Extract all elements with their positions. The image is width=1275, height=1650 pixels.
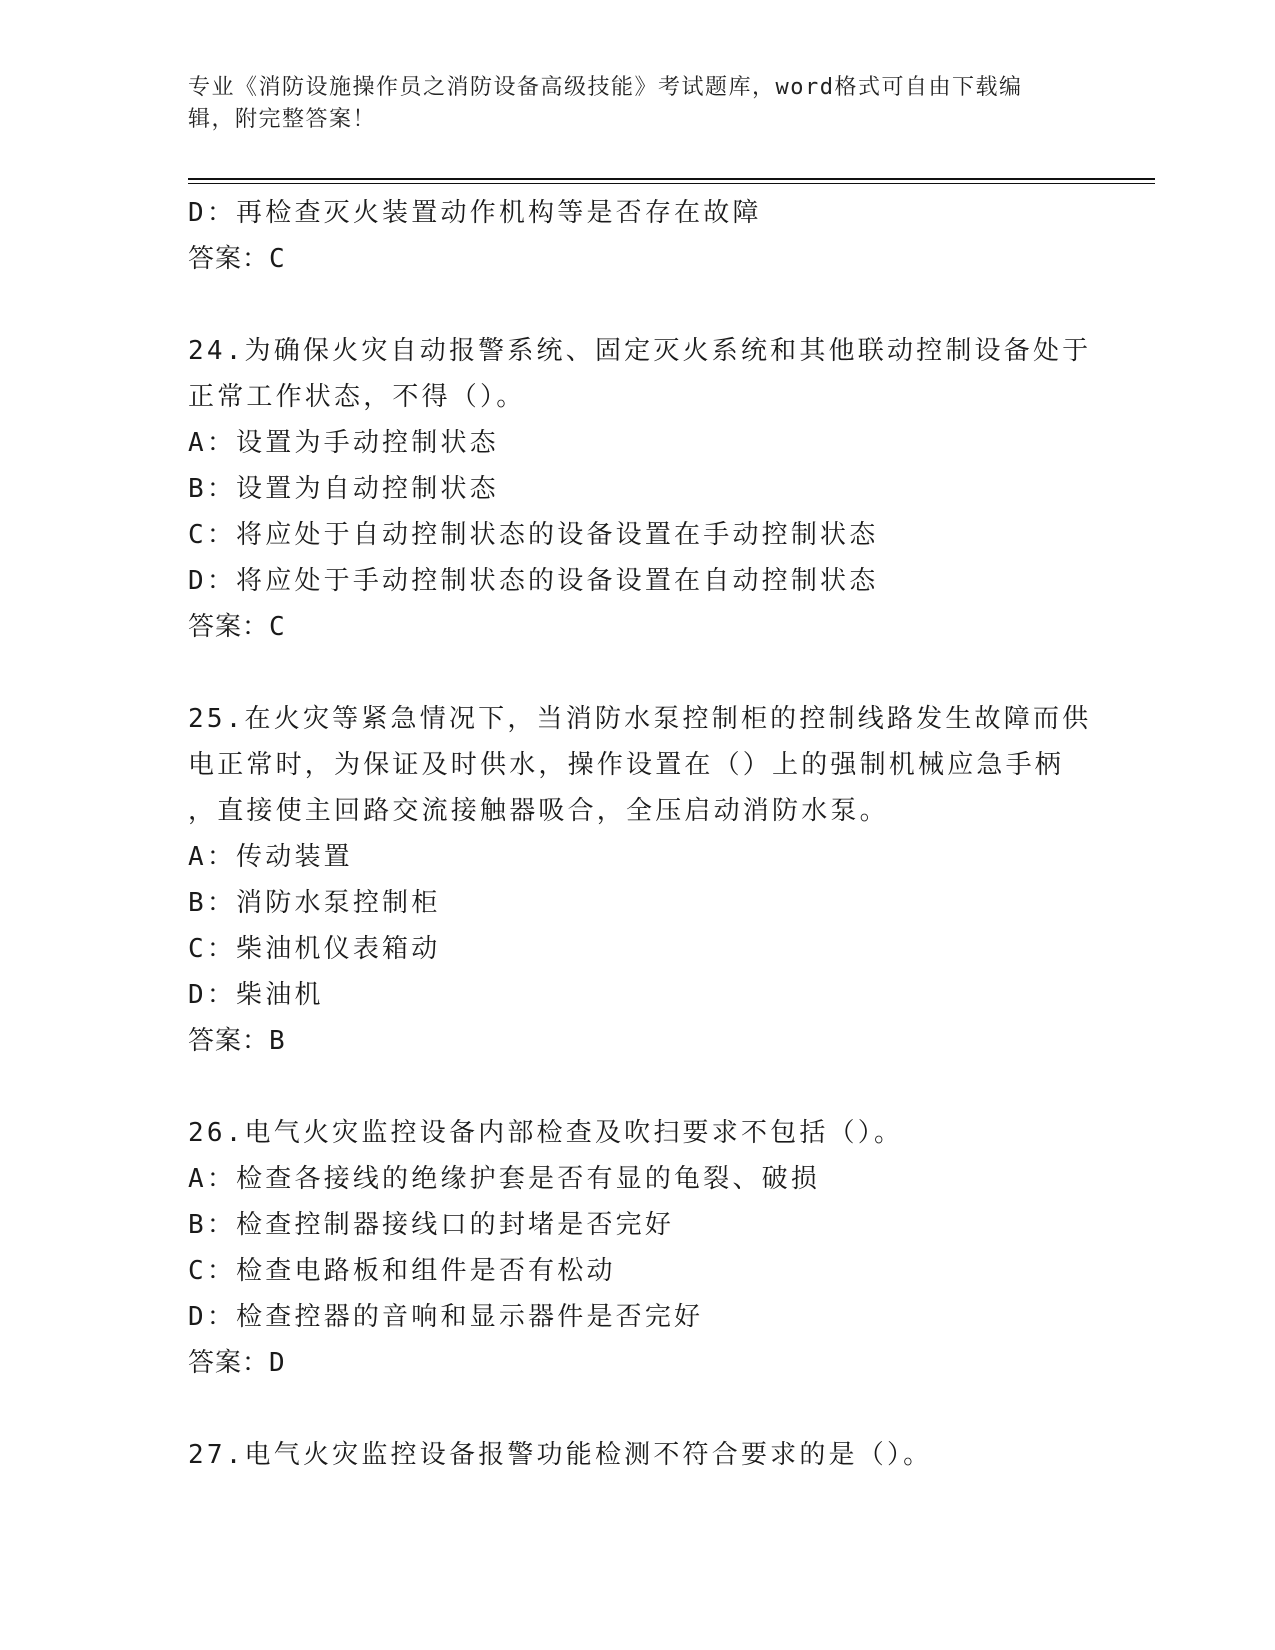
option-b: B：消防水泵控制柜 xyxy=(188,888,441,918)
option-c: C：柴油机仪表箱动 xyxy=(188,934,441,964)
answer-line xyxy=(188,1340,1088,1386)
answer-value: C xyxy=(269,612,286,642)
header-divider-thin xyxy=(188,183,1155,184)
answer-label: 答案： xyxy=(188,612,270,642)
answer-value: D xyxy=(269,1348,286,1378)
spacer xyxy=(188,650,1088,696)
answer-value: C xyxy=(269,244,286,274)
answer-label: 答案： xyxy=(188,1026,270,1056)
question-stem-line: 27.电气火灾监控设备报警功能检测不符合要求的是（）。 xyxy=(188,1440,933,1470)
option-c: C：检查电路板和组件是否有松动 xyxy=(188,1256,616,1286)
question-stem-line: 26.电气火灾监控设备内部检查及吹扫要求不包括（）。 xyxy=(188,1118,904,1148)
answer-line xyxy=(188,1018,1088,1064)
question-stem-line: 24.为确保火灾自动报警系统、固定灭火系统和其他联动控制设备处于 xyxy=(188,336,1092,366)
spacer xyxy=(188,1386,1088,1432)
option-c: C：将应处于自动控制状态的设备设置在手动控制状态 xyxy=(188,520,879,550)
option-a: A：检查各接线的绝缘护套是否有显的龟裂、破损 xyxy=(188,1164,821,1194)
answer-label: 答案： xyxy=(188,244,270,274)
option-d: D：再检查灭火装置动作机构等是否存在故障 xyxy=(188,198,762,228)
spacer xyxy=(188,282,1088,328)
option-d: D：检查控器的音响和显示器件是否完好 xyxy=(188,1302,704,1332)
answer-line xyxy=(188,236,1088,282)
option-a: A：传动装置 xyxy=(188,842,353,872)
question-stem-line: ，直接使主回路交流接触器吸合，全压启动消防水泵。 xyxy=(188,796,889,826)
question-content xyxy=(188,190,1092,1478)
question-26 xyxy=(188,1110,1088,1386)
option-d: D：将应处于手动控制状态的设备设置在自动控制状态 xyxy=(188,566,879,596)
answer-label: 答案： xyxy=(188,1348,270,1378)
header-line-2: 辑，附完整答案！ xyxy=(188,107,377,132)
question-25 xyxy=(188,696,1092,1064)
answer-value: B xyxy=(269,1026,286,1056)
option-d: D：柴油机 xyxy=(188,980,324,1010)
header-line-1: 专业《消防设施操作员之消防设备高级技能》考试题库，word格式可自由下载编 xyxy=(188,75,1023,100)
question-24 xyxy=(188,328,1092,650)
document-header xyxy=(188,72,1088,136)
header-divider-thick xyxy=(188,178,1155,180)
question-stem-line: 电正常时，为保证及时供水，操作设置在（）上的强制机械应急手柄 xyxy=(188,750,1065,780)
option-b: B：设置为自动控制状态 xyxy=(188,474,499,504)
question-stem-line: 正常工作状态，不得（）。 xyxy=(188,382,526,412)
question-27 xyxy=(188,1432,1088,1478)
option-b: B：检查控制器接线口的封堵是否完好 xyxy=(188,1210,675,1240)
question-23-tail xyxy=(188,190,1088,282)
question-stem-line: 25.在火灾等紧急情况下，当消防水泵控制柜的控制线路发生故障而供 xyxy=(188,704,1092,734)
option-a: A：设置为手动控制状态 xyxy=(188,428,499,458)
answer-line xyxy=(188,604,1088,650)
spacer xyxy=(188,1064,1088,1110)
